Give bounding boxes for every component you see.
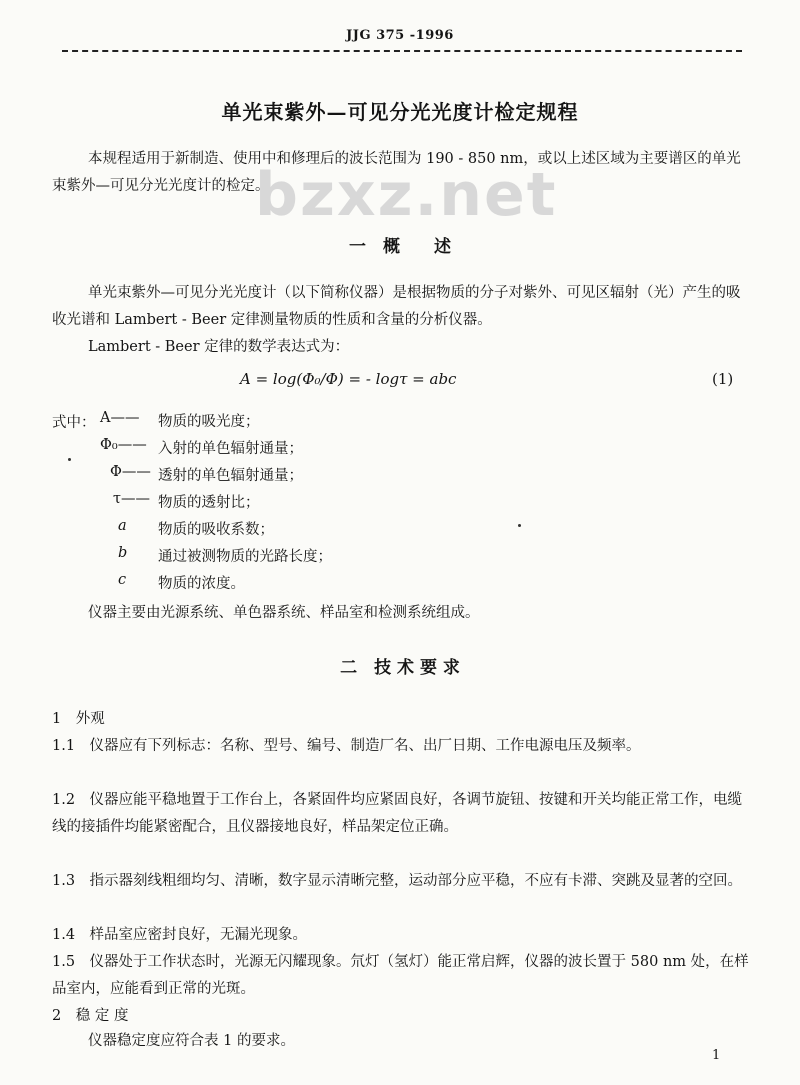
symbol-b: b — [118, 545, 128, 561]
item-1-2: 1.2 仪器应能平稳地置于工作台上，各紧固件均应紧固良好，各调节旋钮、按键和开关均能正常工作，电缆线的接插件均能紧密配合，且仪器接地良好，样品架定位正确。 — [52, 792, 743, 835]
symbol-tau: τ—— — [113, 491, 151, 507]
symbol-c-desc: 物质的浓度。 — [158, 576, 245, 592]
symbol-A-desc: 物质的吸光度； — [158, 414, 260, 430]
symbol-phi0-desc: 入射的单色辐射通量； — [158, 441, 303, 457]
symbol-phi: Φ—— — [110, 464, 151, 480]
document-code: JJG 375 -1996 — [346, 28, 454, 43]
symbol-a-desc: 物质的吸收系数； — [158, 522, 274, 538]
header-rule — [62, 50, 742, 52]
formula-intro: Lambert - Beer 定律的数学表达式为： — [88, 339, 350, 355]
symbol-phi0: Φ₀—— — [100, 437, 147, 453]
overview-paragraph: 单光束紫外—可见分光光度计（以下简称仪器）是根据物质的分子对紫外、可见区辐射（光）产生的吸收光谱和 Lambert - Beer 定律测量物质的性质和含量的分析仪器。 — [52, 285, 741, 328]
symbol-a: a — [118, 518, 127, 534]
symbol-tau-desc: 物质的透射比； — [158, 495, 260, 511]
where-label: 式中： — [52, 415, 96, 431]
beer-lambert-formula: A = log(Φ₀/Φ) = - logτ = abc — [240, 370, 457, 388]
item-2-text: 仪器稳定度应符合表 1 的要求。 — [88, 1033, 295, 1049]
item-2-heading: 2 稳 定 度 — [52, 1008, 129, 1024]
symbol-phi-desc: 透射的单色辐射通量； — [158, 468, 303, 484]
watermark: bzxz.net — [255, 160, 558, 230]
item-1-5: 1.5 仪器处于工作状态时，光源无闪耀现象。氘灯（氢灯）能正常启辉，仪器的波长置于 580 nm 处，在样品室内，应能看到正常的光斑。 — [52, 954, 749, 997]
speck — [518, 524, 521, 527]
symbol-c: c — [118, 572, 127, 588]
formula-number: (1) — [712, 370, 734, 388]
intro-paragraph: 本规程适用于新制造、使用中和修理后的波长范围为 190 - 850 nm，或以上述区域为主要谱区的单光束紫外—可见分光光度计的检定。 — [52, 151, 741, 194]
page-title: 单光束紫外—可见分光光度计检定规程 — [221, 100, 579, 124]
symbol-A: A—— — [100, 410, 140, 426]
section-heading-requirements: 二 技 术 要 求 — [340, 658, 460, 678]
item-1-3: 1.3 指示器刻线粗细均匀、清晰，数字显示清晰完整，运动部分应平稳，不应有卡滞、突跳及显著的空回。 — [52, 873, 743, 889]
item-1-4: 1.4 样品室应密封良好，无漏光现象。 — [52, 927, 308, 943]
section-heading-overview: 一 概 述 — [349, 237, 451, 257]
page-number: 1 — [712, 1048, 721, 1063]
symbol-b-desc: 通过被测物质的光路长度； — [158, 549, 332, 565]
item-1-heading: 1 外观 — [52, 711, 105, 727]
composition-paragraph: 仪器主要由光源系统、单色器系统、样品室和检测系统组成。 — [88, 605, 480, 621]
item-1-1: 1.1 仪器应有下列标志：名称、型号、编号、制造厂名、出厂日期、工作电源电压及频率。 — [52, 738, 641, 754]
speck — [68, 458, 71, 461]
